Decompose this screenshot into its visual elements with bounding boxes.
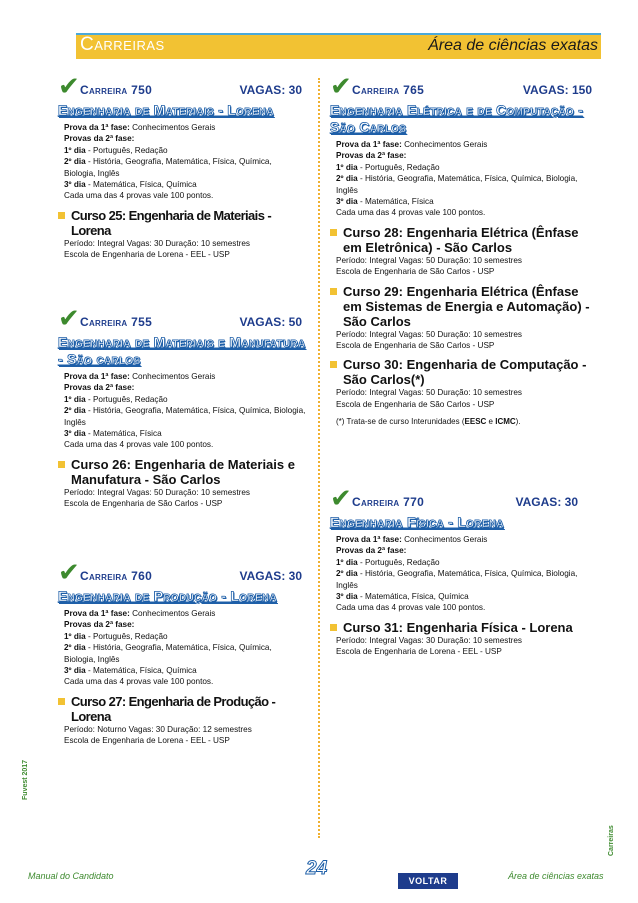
exam-info: Prova da 1ª fase: Conhecimentos Gerais Provas da 2ª fase: 1º dia - Português, Redação 2º dia - História, Geografia, Matemática, Física, Química, Biologia, Inglês 3º dia - Matemática, Física, Química Cada uma das 4 provas vale 100 pontos. [336, 535, 578, 613]
course-item: Curso 26: Engenharia de Materiais e Manufatura - São Carlos Período: Integral Vagas: 50 Duração: 10 semestres Escola de Engenharia de São Carlos - USP [58, 457, 308, 510]
exam-info: Prova da 1ª fase: Conhecimentos Gerais Provas da 2ª fase: 1º dia - Português, Redação 2º dia - História, Geografia, Matemática, Física, Química, Biologia, Inglês 3º dia - Matemática, Física, Química Cada uma das 4 provas vale 100 pontos. [64, 123, 272, 201]
bullet-square-icon [330, 624, 337, 631]
page-number: 24 [306, 858, 328, 879]
bullet-square-icon [58, 212, 65, 219]
career-name: Engenharia Física - Lorena [330, 514, 504, 530]
career-name: Engenharia de Materiais e Manufatura - São carlos [58, 334, 306, 367]
checkmark-icon: ✔ [58, 72, 80, 102]
exam-info: Prova da 1ª fase: Conhecimentos Gerais Provas da 2ª fase: 1º dia - Português, Redação 2º dia - História, Geografia, Matemática, Física, Química, Biologia, Inglês 3º dia - Matemática, Física Cada uma das 4 provas vale 100 pontos. [336, 140, 578, 218]
career-block-770 [330, 484, 578, 658]
course-item: Curso 27: Engenharia de Produção - Lorena Período: Noturno Vagas: 30 Duração: 12 semestres Escola de Engenharia de Lorena - EEL - USP [58, 694, 302, 747]
course-item: Curso 25: Engenharia de Materiais - Lorena Período: Integral Vagas: 30 Duração: 10 semestres Escola de Engenharia de Lorena - EEL - USP [58, 208, 302, 261]
career-vagas: VAGAS: 30 [239, 83, 302, 97]
career-block-755 [58, 304, 308, 510]
column-divider [318, 78, 320, 838]
section-title: Carreiras [80, 34, 165, 55]
career-name: Engenharia de Materiais - Lorena [58, 102, 274, 118]
career-vagas: VAGAS: 30 [239, 569, 302, 583]
footer-manual-label: Manual do Candidato [28, 871, 114, 881]
bullet-square-icon [330, 288, 337, 295]
vertical-edition-label: Fuvest 2017 [22, 759, 29, 800]
career-number: Carreira 750 [80, 83, 153, 97]
career-block-750 [58, 72, 302, 261]
exam-info: Prova da 1ª fase: Conhecimentos Gerais Provas da 2ª fase: 1º dia - Português, Redação 2º dia - História, Geografia, Matemática, Física, Química, Biologia, Inglês 3º dia - Matemática, Física Cada uma das 4 provas vale 100 pontos. [64, 372, 306, 450]
career-vagas: VAGAS: 50 [239, 315, 302, 329]
course-item: Curso 28: Engenharia Elétrica (Ênfase em Eletrônica) - São Carlos Período: Integral Vagas: 50 Duração: 10 semestres Escola de Engenharia de São Carlos - USP [330, 225, 592, 278]
course-item: Curso 31: Engenharia Física - Lorena Período: Integral Vagas: 30 Duração: 10 semestres Escola de Engenharia de Lorena - EEL - USP [330, 620, 578, 658]
career-number: Carreira 760 [80, 569, 153, 583]
checkmark-icon: ✔ [330, 72, 352, 102]
career-block-760 [58, 558, 302, 747]
career-vagas: VAGAS: 150 [522, 83, 592, 97]
area-title: Área de ciências exatas [428, 37, 598, 54]
course-item: Curso 29: Engenharia Elétrica (Ênfase em Sistemas de Energia e Automação) - São Carlos Período: Integral Vagas: 50 Duração: 10 semestres Escola de Engenharia de São Carlos - USP [330, 284, 592, 352]
checkmark-icon: ✔ [330, 484, 352, 514]
career-number: Carreira 765 [352, 83, 425, 97]
career-name: Engenharia de Produção - Lorena [58, 588, 277, 604]
bullet-square-icon [58, 461, 65, 468]
career-name: Engenharia Elétrica e de Computação - São Carlos [330, 102, 584, 135]
footer-area-label: Área de ciências exatas [508, 871, 604, 881]
career-block-765 [330, 72, 592, 427]
bullet-square-icon [58, 698, 65, 705]
bullet-square-icon [330, 361, 337, 368]
exam-info: Prova da 1ª fase: Conhecimentos Gerais Provas da 2ª fase: 1º dia - Português, Redação 2º dia - História, Geografia, Matemática, Física, Química, Biologia, Inglês 3º dia - Matemática, Física, Química Cada uma das 4 provas vale 100 pontos. [64, 609, 272, 687]
vertical-section-label: Carreiras [608, 825, 615, 856]
checkmark-icon: ✔ [58, 304, 80, 334]
bullet-square-icon [330, 229, 337, 236]
voltar-button[interactable]: VOLTAR [398, 873, 458, 889]
career-number: Carreira 770 [352, 495, 425, 509]
career-vagas: VAGAS: 30 [515, 495, 578, 509]
career-number: Carreira 755 [80, 315, 153, 329]
checkmark-icon: ✔ [58, 558, 80, 588]
course-item: Curso 30: Engenharia de Computação - São Carlos(*) Período: Integral Vagas: 50 Duração: 10 semestres Escola de Engenharia de São Carlos - USP [330, 357, 592, 410]
footnote: (*) Trata-se de curso Interunidades (EESC e ICMC). [336, 417, 521, 427]
